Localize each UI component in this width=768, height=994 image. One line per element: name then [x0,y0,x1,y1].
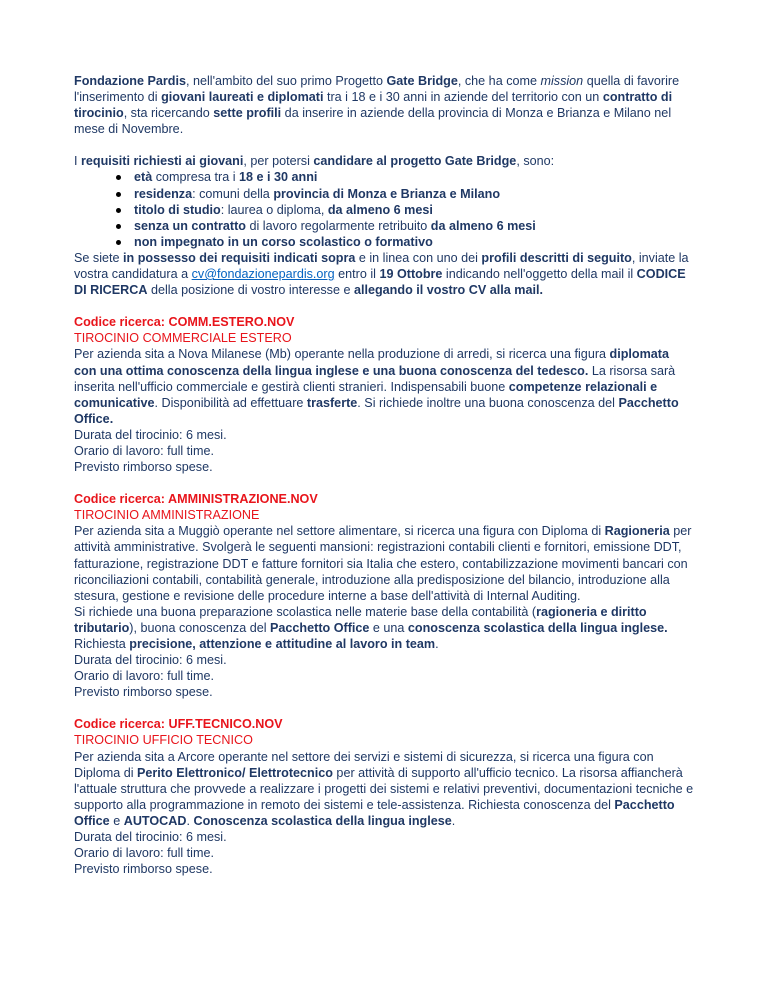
bullet-icon [116,175,121,180]
req-item-bold: 18 e i 30 anni [239,170,318,185]
job-bold: Pacchetto Office. [74,395,679,426]
job-title: TIROCINIO UFFICIO TECNICO [74,733,253,748]
job-text: . [435,637,439,651]
job-text: Si richiede una buona preparazione scolastica nelle materie base della contabilità ( [74,604,537,619]
job-description [74,346,694,426]
job-bold: AUTOCAD [123,813,187,828]
req-bold: candidare al progetto Gate Bridge [313,154,517,169]
list-item [74,234,694,250]
req-item-bold: età [134,170,153,185]
list-item [74,218,694,234]
list-item [74,186,694,202]
apply-text: della posizione di vostro interesse e [147,283,354,298]
job-hours: Orario di lavoro: full time. [74,846,214,861]
job-bold: Ragioneria [604,524,670,539]
req-item-text: : comuni della [192,186,274,201]
apply-text: e in linea con uno dei [355,250,482,265]
req-item-bold: senza un contratto [134,218,246,233]
job-bold: competenze relazionali e comunicative [74,379,658,410]
mission-word: mission [540,74,584,88]
apply-text: indicando nell'oggetto della mail il [442,267,637,282]
job-section-uff-tecnico [74,716,694,877]
intro-text: , che [457,74,486,88]
job-title: TIROCINIO AMMINISTRAZIONE [74,508,260,523]
job-duration: Durata del tirocinio: 6 mesi. [74,653,227,668]
apply-bold: in possesso dei requisiti indicati sopra [123,250,356,265]
job-text: La risorsa sarà inserita nell'ufficio commerciale e gestirà clienti stranieri. Indispensabili buone [74,363,676,394]
deadline-date: 19 Ottobre [379,267,443,282]
apply-bold: profili descritti di seguito [481,250,632,265]
req-item-bold: da almeno 6 mesi [327,202,433,217]
job-text: per attività amministrative. Svolgerà le seguenti mansioni: registrazioni contabili clienti e fornitori, emissione DDT, fatturazione, registrazione DDT e fatture fornitori sia Italia che estero, contabilizzazione movimenti bancari con riconciliazioni contabili, contabilità generale, introduzione alla predisposizione del bilancio, introduzione alla stesura, gestione e revisione delle procedure interne a base dell'attività di Internal Auditing. [74,524,692,603]
job-text: . Si richiede inoltre una buona conoscenza del [357,395,619,410]
intro-text: ha come [485,74,541,88]
intro-bold: contratto di tirocinio [74,90,673,121]
job-bold: precisione, attenzione e attitudine al lavoro in team [129,637,436,651]
req-text: , sono: [516,154,555,169]
job-bold: Pacchetto Office [270,620,370,635]
req-item-bold: da almeno 6 mesi [430,218,536,233]
req-item-text: di lavoro regolarmente retribuito [245,218,431,233]
job-text: . [451,813,456,828]
req-item-bold: non impegnato in un corso scolastico o formativo [134,234,433,249]
job-bold: diplomata con una ottima conoscenza della lingua inglese e una buona conoscenza del tedesco. [74,347,670,378]
org-name: Fondazione Pardis [74,74,186,88]
job-text: . [186,813,194,828]
job-text: Per azienda sita a Nova Milanese (Mb) operante nella produzione di arredi, si ricerca una figura [74,347,610,362]
application-instructions [74,250,694,298]
req-item-bold: provincia di Monza e Brianza e Milano [273,186,501,201]
apply-text: entro il [334,267,380,282]
job-description [74,749,694,829]
req-bold: requisiti richiesti ai giovani [81,154,244,169]
job-bold: trasferte [306,395,358,410]
bullet-icon [116,208,121,213]
req-item-bold: residenza [134,186,193,201]
job-hours: Orario di lavoro: full time. [74,669,214,684]
project-name: Gate Bridge [386,74,458,88]
job-refund: Previsto rimborso spese. [74,460,213,475]
list-item [74,202,694,218]
job-duration: Durata del tirocinio: 6 mesi. [74,830,227,845]
job-refund: Previsto rimborso spese. [74,862,213,877]
job-hours: Orario di lavoro: full time. [74,443,214,458]
bullet-icon [116,192,121,197]
list-item [74,169,694,185]
intro-bold: giovani laureati e diplomati [161,90,324,105]
job-section-amministrazione [74,491,694,700]
bullet-icon [116,224,121,229]
intro-text: quella di favorire l'inserimento di [74,74,680,105]
job-title: TIROCINIO COMMERCIALE ESTERO [74,331,292,346]
requirements-lead [74,153,694,169]
req-item-text: : laurea o diploma, [220,202,328,217]
job-text: Per azienda sita a Muggiò operante nel settore alimentare, si ricerca una figura con Diploma di [74,524,605,539]
job-requirements [74,604,694,652]
email-link[interactable]: cv@fondazionepardis.org [191,267,335,282]
req-item-bold: titolo di studio [134,202,221,217]
apply-bold: allegando il vostro CV alla mail. [353,283,543,298]
document-page [74,73,694,877]
req-text: , per potersi [243,154,314,169]
apply-text: Se siete [74,250,124,265]
job-text: ), buona conoscenza del [129,620,271,635]
job-bold: Conoscenza scolastica della lingua inglese [193,813,452,828]
intro-text: , nell'ambito del suo primo Progetto [185,74,387,88]
intro-text: da inserire in aziende della provincia di Monza e Brianza e Milano nel mese di Novembre. [74,106,672,137]
job-refund: Previsto rimborso spese. [74,685,213,700]
job-code: Codice ricerca: AMMINISTRAZIONE.NOV [74,492,318,507]
intro-paragraph [74,73,694,137]
job-bold: Pacchetto Office [74,797,675,828]
job-bold: ragioneria e diritto tributario [74,604,647,635]
req-item-text: compresa tra i [152,170,239,185]
job-code: Codice ricerca: COMM.ESTERO.NOV [74,315,295,330]
job-duration: Durata del tirocinio: 6 mesi. [74,427,227,442]
job-text: . Disponibilità ad effettuare [154,395,307,410]
job-text: e una [369,620,408,635]
job-section-comm-estero [74,314,694,475]
job-text: Per azienda sita a Arcore operante nel settore dei servizi e sistemi di sicurezza, si ricerca una figura con Diploma di [74,749,654,780]
job-bold: Perito Elettronico/ Elettrotecnico [137,765,333,780]
intro-bold: sette profili [213,106,282,121]
bullet-icon [116,240,121,245]
apply-bold: CODICE DI RICERCA [74,267,686,298]
job-text: Richiesta [74,637,130,651]
intro-text: tra i 18 e i 30 anni in aziende del territorio con un [323,90,603,105]
intro-text: , sta ricercando [123,106,214,121]
job-text: per attività di supporto all'ufficio tecnico. La risorsa affiancherà l'attuale struttura che provvede a realizzare i progetti dei sistemi e relativi preventivi, documentazioni tecniche e supporto alla programmazione in remoto dei sistemi e tele-assistenza. Richiesta conoscenza del [74,765,694,812]
req-text: I [74,154,81,169]
requirements-list [74,169,694,249]
apply-text: , inviate la vostra candidatura a [74,250,689,282]
job-code: Codice ricerca: UFF.TECNICO.NOV [74,717,283,732]
job-description [74,523,694,603]
job-text: e [109,813,124,828]
job-bold: conoscenza scolastica della lingua inglese. [407,620,668,635]
